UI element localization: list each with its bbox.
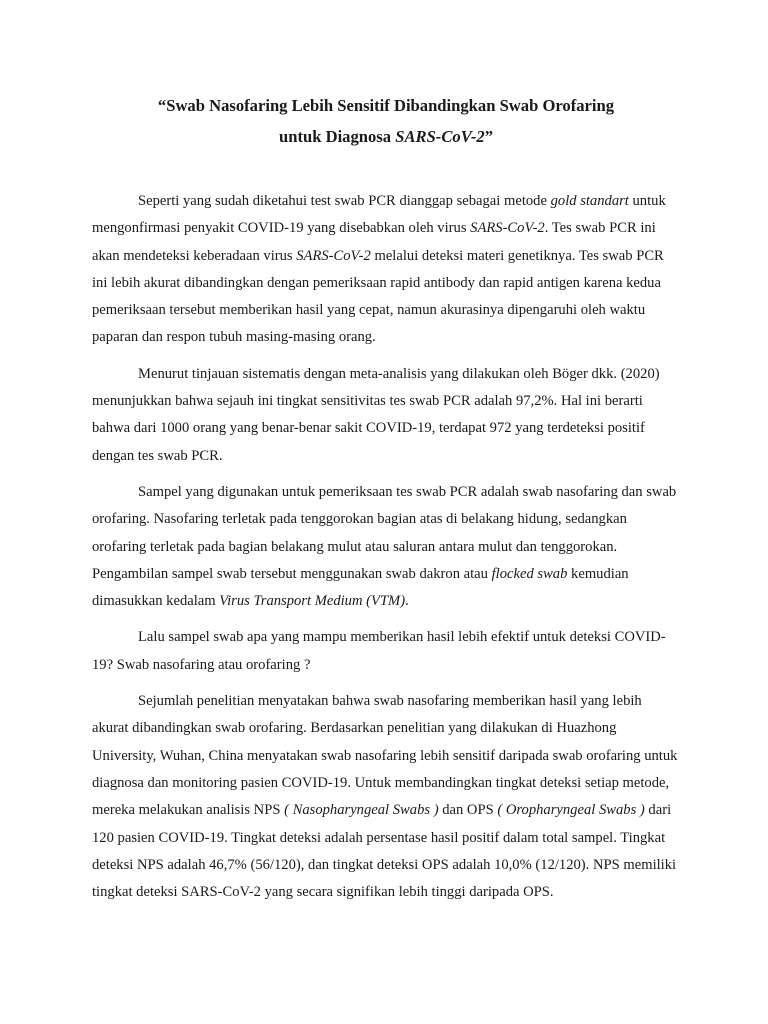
paragraph-3-text-3: . xyxy=(405,593,409,610)
paragraph-1-italic-3: SARS-CoV-2 xyxy=(296,247,371,264)
document-body xyxy=(92,188,680,906)
paragraph-3-italic-2: Virus Transport Medium (VTM) xyxy=(219,593,406,610)
paragraph-1-text-4: melalui deteksi materi genetiknya. Tes swab PCR ini lebih akurat dibandingkan dengan pemeriksaan rapid antibody dan rapid antigen karena kedua pemeriksaan tersebut memberikan hasil yang cepat, namun akurasinya dipengaruhi oleh waktu paparan dan respon tubuh masing-masing orang. xyxy=(92,247,664,346)
paragraph-5-text-3: dari 120 pasien COVID-19. Tingkat deteksi adalah persentase hasil positif dalam total sampel. Tingkat deteksi NPS adalah 46,7% (56/120), dan tingkat deteksi OPS adalah 10,0% (12/120). NPS memiliki tingkat deteksi SARS-CoV-2 yang secara signifikan lebih tinggi daripada OPS. xyxy=(92,802,677,901)
paragraph-1-text-2: untuk mengonfirmasi penyakit COVID-19 yang disebabkan oleh virus xyxy=(92,193,666,237)
paragraph-5-text-2: dan OPS xyxy=(438,802,498,819)
document-title xyxy=(92,90,680,152)
paragraph-1-text-1: Seperti yang sudah diketahui test swab PCR dianggap sebagai metode xyxy=(138,193,551,209)
title-line-2 xyxy=(92,121,680,152)
title-line-2-text: untuk Diagnosa xyxy=(279,127,396,146)
paragraph-1 xyxy=(92,188,680,352)
paragraph-5 xyxy=(92,688,680,906)
paragraph-3-text-1: Sampel yang digunakan untuk pemeriksaan tes swab PCR adalah swab nasofaring dan swab orofaring. Nasofaring terletak pada tenggorokan bagian atas di belakang hidung, sedangkan orofaring terletak pada bagian belakang mulut atau saluran antara mulut dan tenggorokan. Pengambilan sampel swab tersebut menggunakan swab dakron atau xyxy=(92,483,677,582)
paragraph-4 xyxy=(92,624,680,679)
paragraph-1-italic-2: SARS-CoV-2 xyxy=(470,220,545,237)
title-closing-quote: ” xyxy=(484,127,493,146)
paragraph-1-text-3: . Tes swab PCR ini akan mendeteksi keberadaan virus xyxy=(92,220,656,264)
paragraph-2-text-1: Menurut tinjauan sistematis dengan meta-analisis yang dilakukan oleh Böger dkk. (2020) menunjukkan bahwa sejauh ini tingkat sensitivitas tes swab PCR adalah 97,2%. Hal ini berarti bahwa dari 1000 orang yang benar-benar sakit COVID-19, terdapat 972 yang terdeteksi positif dengan tes swab PCR. xyxy=(92,365,660,464)
paragraph-1-italic-1: gold standart xyxy=(550,193,629,209)
paragraph-5-italic-1: ( Nasopharyngeal Swabs ) xyxy=(284,802,439,819)
title-line-1: “Swab Nasofaring Lebih Sensitif Dibandingkan Swab Orofaring xyxy=(157,96,615,115)
paragraph-3-text-2: kemudian dimasukkan kedalam xyxy=(92,565,629,610)
paragraph-5-italic-2: ( Oropharyngeal Swabs ) xyxy=(497,802,645,819)
paragraph-3 xyxy=(92,479,680,615)
paragraph-3-italic-1: flocked swab xyxy=(491,565,568,582)
title-virus-name: SARS-CoV-2 xyxy=(395,127,485,146)
paragraph-2 xyxy=(92,361,680,470)
paragraph-4-text-1: Lalu sampel swab apa yang mampu memberikan hasil lebih efektif untuk deteksi COVID-19? Swab nasofaring atau orofaring ? xyxy=(92,629,666,673)
paragraph-5-text-1: Sejumlah penelitian menyatakan bahwa swab nasofaring memberikan hasil yang lebih akurat dibandingkan swab orofaring. Berdasarkan penelitian yang dilakukan di Huazhong University, Wuhan, China menyatakan swab nasofaring lebih sensitif daripada swab orofaring untuk diagnosa dan monitoring pasien COVID-19. Untuk membandingkan tingkat deteksi setiap metode, mereka melakukan analisis NPS xyxy=(92,693,678,819)
